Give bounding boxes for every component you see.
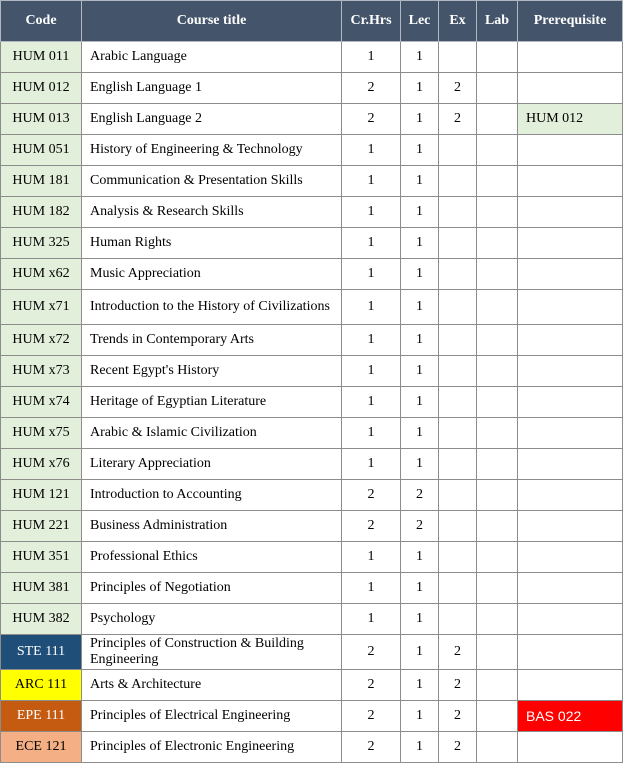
table-row	[1, 104, 623, 135]
lab-hours	[477, 418, 518, 449]
course-code: HUM 182	[1, 197, 82, 228]
table-row	[1, 228, 623, 259]
prerequisite	[518, 573, 623, 604]
lab-hours	[477, 135, 518, 166]
table-row	[1, 166, 623, 197]
credit-hours: 1	[342, 325, 401, 356]
lab-hours	[477, 635, 518, 670]
exercise-hours: 2	[439, 732, 477, 763]
lecture-hours: 1	[401, 166, 439, 197]
table-row	[1, 325, 623, 356]
header-course-title: Course title	[82, 1, 342, 42]
credit-hours: 2	[342, 635, 401, 670]
course-title: Arabic Language	[82, 42, 342, 73]
prerequisite	[518, 197, 623, 228]
prerequisite	[518, 542, 623, 573]
exercise-hours	[439, 325, 477, 356]
lab-hours	[477, 449, 518, 480]
credit-hours: 1	[342, 259, 401, 290]
lecture-hours: 1	[401, 418, 439, 449]
course-title: Arts & Architecture	[82, 670, 342, 701]
course-code: HUM 382	[1, 604, 82, 635]
lecture-hours: 2	[401, 480, 439, 511]
credit-hours: 1	[342, 197, 401, 228]
prerequisite	[518, 449, 623, 480]
lab-hours	[477, 259, 518, 290]
course-code: ECE 121	[1, 732, 82, 763]
course-title: Introduction to Accounting	[82, 480, 342, 511]
lecture-hours: 1	[401, 635, 439, 670]
table-row	[1, 42, 623, 73]
exercise-hours	[439, 228, 477, 259]
lecture-hours: 1	[401, 604, 439, 635]
prerequisite	[518, 480, 623, 511]
course-title: Principles of Construction & Building Engineering	[82, 635, 342, 670]
credit-hours: 2	[342, 480, 401, 511]
lab-hours	[477, 604, 518, 635]
course-code: HUM x75	[1, 418, 82, 449]
course-title: History of Engineering & Technology	[82, 135, 342, 166]
course-title: Arabic & Islamic Civilization	[82, 418, 342, 449]
lecture-hours: 1	[401, 542, 439, 573]
credit-hours: 1	[342, 387, 401, 418]
course-title: English Language 1	[82, 73, 342, 104]
table-row	[1, 511, 623, 542]
lab-hours	[477, 197, 518, 228]
course-code: HUM x73	[1, 356, 82, 387]
credit-hours: 2	[342, 104, 401, 135]
course-code: STE 111	[1, 635, 82, 670]
lecture-hours: 1	[401, 42, 439, 73]
table-row	[1, 290, 623, 325]
lecture-hours: 1	[401, 356, 439, 387]
course-code: HUM 013	[1, 104, 82, 135]
exercise-hours	[439, 449, 477, 480]
exercise-hours: 2	[439, 701, 477, 732]
header-prerequisite: Prerequisite	[518, 1, 623, 42]
exercise-hours	[439, 259, 477, 290]
credit-hours: 2	[342, 732, 401, 763]
table-row	[1, 259, 623, 290]
prerequisite: HUM 012	[518, 104, 623, 135]
lab-hours	[477, 73, 518, 104]
table-row	[1, 670, 623, 701]
table-row	[1, 701, 623, 732]
credit-hours: 1	[342, 449, 401, 480]
table-row	[1, 449, 623, 480]
table-row	[1, 197, 623, 228]
prerequisite	[518, 259, 623, 290]
course-code: HUM 121	[1, 480, 82, 511]
exercise-hours	[439, 604, 477, 635]
credit-hours: 1	[342, 573, 401, 604]
table-row	[1, 135, 623, 166]
lab-hours	[477, 511, 518, 542]
lab-hours	[477, 325, 518, 356]
credit-hours: 1	[342, 418, 401, 449]
course-title: Introduction to the History of Civilizations	[82, 290, 342, 325]
header-lecture: Lec	[401, 1, 439, 42]
exercise-hours	[439, 542, 477, 573]
prerequisite	[518, 511, 623, 542]
course-code: HUM 351	[1, 542, 82, 573]
course-code: HUM 011	[1, 42, 82, 73]
lecture-hours: 1	[401, 197, 439, 228]
credit-hours: 2	[342, 670, 401, 701]
credit-hours: 1	[342, 290, 401, 325]
lecture-hours: 1	[401, 135, 439, 166]
credit-hours: 1	[342, 135, 401, 166]
course-title: Recent Egypt's History	[82, 356, 342, 387]
exercise-hours	[439, 418, 477, 449]
lecture-hours: 1	[401, 573, 439, 604]
course-title: Principles of Electrical Engineering	[82, 701, 342, 732]
prerequisite	[518, 670, 623, 701]
course-title: Business Administration	[82, 511, 342, 542]
lecture-hours: 1	[401, 732, 439, 763]
course-code: HUM 221	[1, 511, 82, 542]
credit-hours: 2	[342, 73, 401, 104]
header-exercise: Ex	[439, 1, 477, 42]
header-credit-hours: Cr.Hrs	[342, 1, 401, 42]
lab-hours	[477, 356, 518, 387]
credit-hours: 1	[342, 356, 401, 387]
exercise-hours: 2	[439, 73, 477, 104]
credit-hours: 1	[342, 42, 401, 73]
course-title: Principles of Electronic Engineering	[82, 732, 342, 763]
exercise-hours	[439, 166, 477, 197]
course-code: HUM 325	[1, 228, 82, 259]
exercise-hours	[439, 573, 477, 604]
prerequisite	[518, 325, 623, 356]
lab-hours	[477, 387, 518, 418]
prerequisite	[518, 418, 623, 449]
lab-hours	[477, 228, 518, 259]
lecture-hours: 1	[401, 325, 439, 356]
exercise-hours	[439, 290, 477, 325]
credit-hours: 2	[342, 511, 401, 542]
course-code: HUM 051	[1, 135, 82, 166]
lab-hours	[477, 542, 518, 573]
lecture-hours: 2	[401, 511, 439, 542]
course-title: Human Rights	[82, 228, 342, 259]
course-code: HUM x71	[1, 290, 82, 325]
prerequisite	[518, 135, 623, 166]
lecture-hours: 1	[401, 387, 439, 418]
lab-hours	[477, 290, 518, 325]
table-row	[1, 573, 623, 604]
lecture-hours: 1	[401, 73, 439, 104]
table-row	[1, 542, 623, 573]
credit-hours: 1	[342, 542, 401, 573]
lab-hours	[477, 573, 518, 604]
course-title: Professional Ethics	[82, 542, 342, 573]
lab-hours	[477, 104, 518, 135]
exercise-hours: 2	[439, 670, 477, 701]
exercise-hours	[439, 42, 477, 73]
course-title: Communication & Presentation Skills	[82, 166, 342, 197]
lecture-hours: 1	[401, 290, 439, 325]
prerequisite	[518, 290, 623, 325]
table-row	[1, 732, 623, 763]
prerequisite	[518, 228, 623, 259]
lab-hours	[477, 670, 518, 701]
course-title: Principles of Negotiation	[82, 573, 342, 604]
credit-hours: 1	[342, 166, 401, 197]
exercise-hours	[439, 480, 477, 511]
prerequisite	[518, 42, 623, 73]
prerequisite	[518, 166, 623, 197]
course-code: HUM x74	[1, 387, 82, 418]
course-title: English Language 2	[82, 104, 342, 135]
exercise-hours	[439, 387, 477, 418]
course-title: Literary Appreciation	[82, 449, 342, 480]
credit-hours: 1	[342, 228, 401, 259]
lecture-hours: 1	[401, 670, 439, 701]
course-code: ARC 111	[1, 670, 82, 701]
lab-hours	[477, 701, 518, 732]
table-row	[1, 356, 623, 387]
prerequisite	[518, 635, 623, 670]
lab-hours	[477, 732, 518, 763]
exercise-hours	[439, 356, 477, 387]
prerequisite	[518, 604, 623, 635]
course-code: HUM 181	[1, 166, 82, 197]
lab-hours	[477, 42, 518, 73]
prerequisite	[518, 732, 623, 763]
table-row	[1, 480, 623, 511]
credit-hours: 2	[342, 701, 401, 732]
lecture-hours: 1	[401, 104, 439, 135]
table-row	[1, 387, 623, 418]
course-code: HUM x72	[1, 325, 82, 356]
exercise-hours: 2	[439, 635, 477, 670]
table-row	[1, 418, 623, 449]
course-title: Trends in Contemporary Arts	[82, 325, 342, 356]
table-row	[1, 604, 623, 635]
table-row	[1, 73, 623, 104]
prerequisite	[518, 356, 623, 387]
prerequisite	[518, 387, 623, 418]
exercise-hours	[439, 197, 477, 228]
course-code: HUM 012	[1, 73, 82, 104]
exercise-hours: 2	[439, 104, 477, 135]
exercise-hours	[439, 135, 477, 166]
course-code: HUM x62	[1, 259, 82, 290]
exercise-hours	[439, 511, 477, 542]
lecture-hours: 1	[401, 259, 439, 290]
credit-hours: 1	[342, 604, 401, 635]
header-code: Code	[1, 1, 82, 42]
course-title: Analysis & Research Skills	[82, 197, 342, 228]
course-title: Heritage of Egyptian Literature	[82, 387, 342, 418]
lecture-hours: 1	[401, 701, 439, 732]
lecture-hours: 1	[401, 449, 439, 480]
lab-hours	[477, 480, 518, 511]
table-row	[1, 635, 623, 670]
course-code: HUM 381	[1, 573, 82, 604]
course-code: HUM x76	[1, 449, 82, 480]
header-lab: Lab	[477, 1, 518, 42]
prerequisite: BAS 022	[518, 701, 623, 732]
lab-hours	[477, 166, 518, 197]
course-title: Psychology	[82, 604, 342, 635]
header-row	[1, 1, 623, 42]
prerequisite	[518, 73, 623, 104]
course-code: EPE 111	[1, 701, 82, 732]
course-title: Music Appreciation	[82, 259, 342, 290]
lecture-hours: 1	[401, 228, 439, 259]
